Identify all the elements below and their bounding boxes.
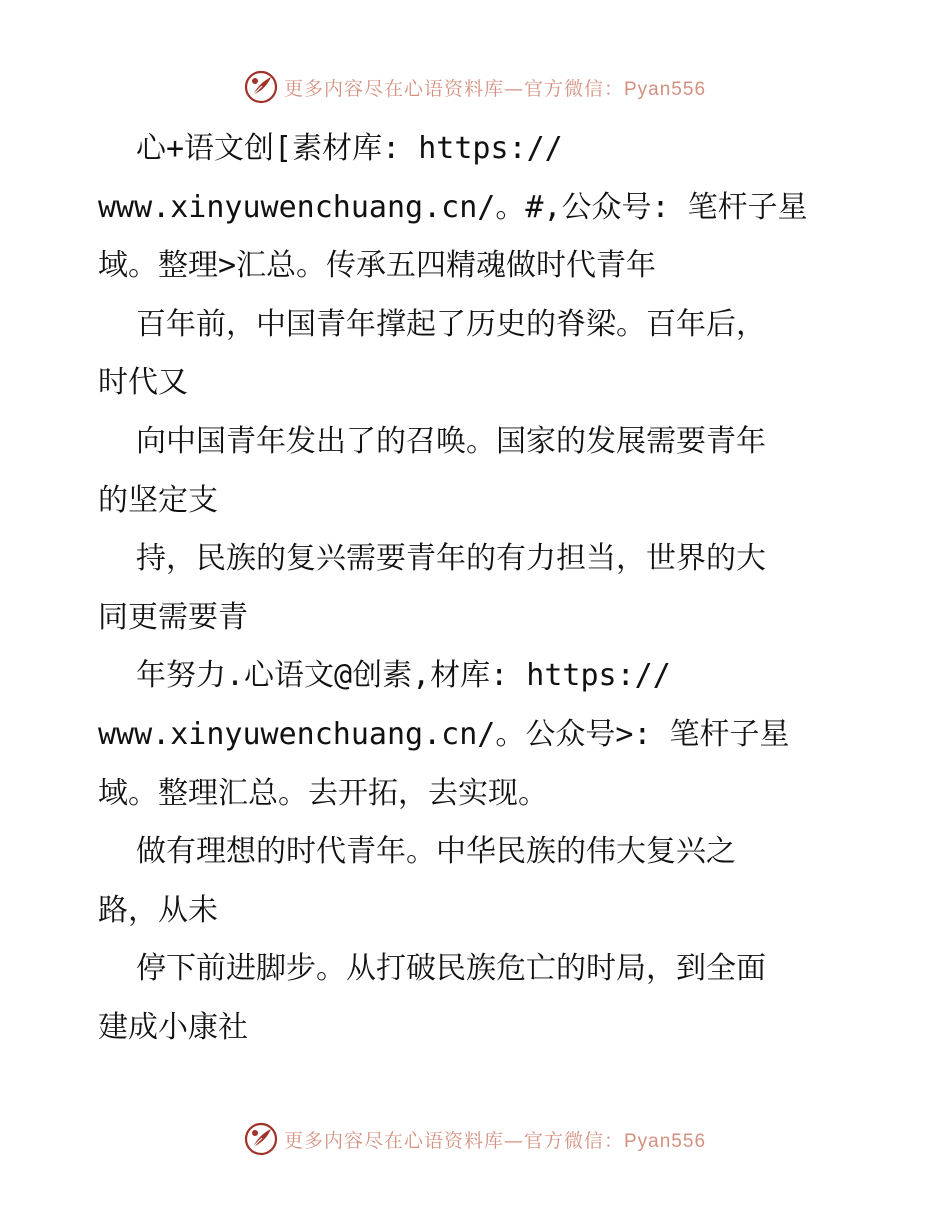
- paragraph-1: [98, 120, 868, 296]
- text-line: 时代又: [98, 365, 188, 401]
- text-line: www.xinyuwenchuang.cn/。公众号>: 笔杆子星: [98, 716, 790, 752]
- header-banner: [0, 70, 950, 104]
- text-line: www.xinyuwenchuang.cn/。#,公众号: 笔杆子星: [98, 189, 808, 225]
- text-line: 路，从未: [98, 892, 218, 928]
- text-line: 心+语文创[素材库: https://: [136, 131, 563, 166]
- paragraph-3: [98, 413, 868, 530]
- text-line: 停下前进脚步。从打破民族危亡的时局，到全面: [136, 951, 766, 987]
- quill-logo-icon: [244, 70, 278, 104]
- document-body: [98, 120, 868, 1058]
- text-line: 持，民族的复兴需要青年的有力担当，世界的大: [136, 541, 766, 577]
- paragraph-4: [98, 530, 868, 647]
- text-line: 做有理想的时代青年。中华民族的伟大复兴之: [136, 834, 736, 870]
- paragraph-6: [98, 823, 868, 940]
- text-line: 同更需要青: [98, 599, 248, 635]
- text-line: 域。整理汇总。去开拓，去实现。: [98, 775, 548, 811]
- banner-wechat-id: Pyan556: [624, 1130, 707, 1152]
- footer-banner: [0, 1122, 950, 1156]
- text-line: 年努力.心语文@创素,材库: https://: [136, 658, 671, 694]
- banner-wechat-id: Pyan556: [624, 78, 707, 100]
- banner-title: 更多内容尽在心语资料库—官方微信：: [283, 1129, 624, 1152]
- text-line: 向中国青年发出了的召唤。国家的发展需要青年: [136, 423, 766, 459]
- text-line: 域。整理>汇总。传承五四精魂做时代青年: [98, 248, 657, 284]
- quill-logo-icon: [244, 1122, 278, 1156]
- text-line: 建成小康社: [98, 1009, 248, 1045]
- paragraph-5: [98, 647, 868, 823]
- text-line: 百年前，中国青年撑起了历史的脊梁。百年后，: [136, 306, 766, 342]
- text-line: 的坚定支: [98, 482, 218, 518]
- banner-title: 更多内容尽在心语资料库—官方微信：: [283, 77, 624, 100]
- paragraph-2: [98, 296, 868, 413]
- paragraph-7: [98, 940, 868, 1057]
